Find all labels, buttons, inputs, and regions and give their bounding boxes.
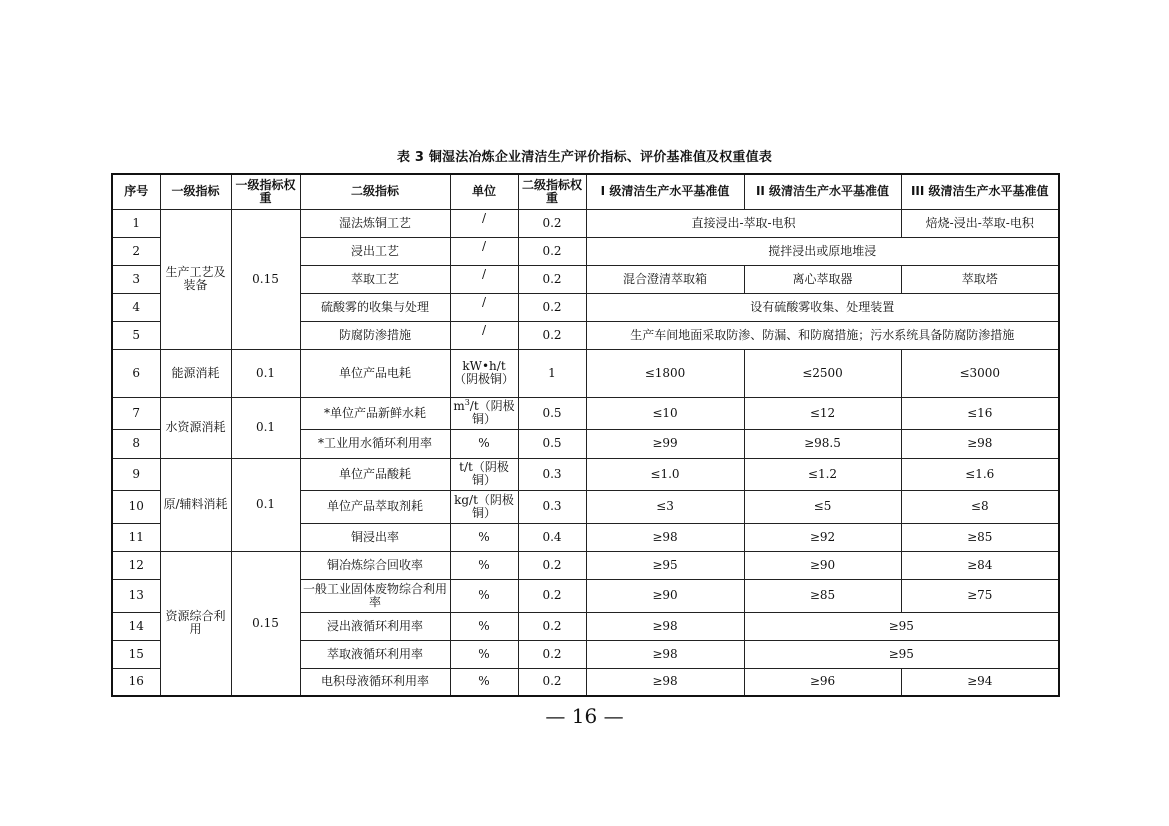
value-cell: ≥98.5: [744, 429, 901, 458]
value-cell: ≥99: [586, 429, 744, 458]
weight-cell: 0.2: [518, 579, 586, 612]
unit-text: /: [481, 238, 487, 253]
seq-cell: 1: [112, 209, 160, 237]
header-seq: 序号: [112, 174, 160, 209]
indicator-cell: 防腐防渗措施: [300, 321, 450, 349]
group-weight-cell: 0.1: [231, 458, 300, 551]
unit-text: m: [453, 399, 465, 413]
seq-cell: 13: [112, 579, 160, 612]
value-cell: ≥95: [744, 640, 1059, 668]
indicator-cell: 浸出工艺: [300, 237, 450, 265]
unit-cell: %: [450, 612, 518, 640]
indicator-cell: 铜浸出率: [300, 523, 450, 551]
header-level2: 二级指标: [300, 174, 450, 209]
group-name-cell: 能源消耗: [160, 349, 231, 397]
header-grade3: III 级清洁生产水平基准值: [901, 174, 1059, 209]
seq-cell: 7: [112, 397, 160, 429]
indicator-cell: 湿法炼铜工艺: [300, 209, 450, 237]
weight-cell: 0.2: [518, 265, 586, 293]
weight-cell: 0.3: [518, 490, 586, 523]
page-number: — 16 —: [545, 704, 624, 728]
unit-cell: %: [450, 579, 518, 612]
value-cell: 混合澄清萃取箱: [586, 265, 744, 293]
header-level2-weight: 二级指标权重: [518, 174, 586, 209]
value-cell: ≥98: [586, 668, 744, 696]
indicator-cell: 硫酸雾的收集与处理: [300, 293, 450, 321]
unit-cell: kg/t（阴极铜）: [450, 490, 518, 523]
seq-cell: 3: [112, 265, 160, 293]
seq-cell: 11: [112, 523, 160, 551]
value-cell: ≤12: [744, 397, 901, 429]
unit-cell: [450, 397, 518, 429]
weight-cell: 0.2: [518, 293, 586, 321]
value-cell: ≥95: [586, 551, 744, 579]
value-cell: ≥85: [744, 579, 901, 612]
unit-cell: [450, 209, 518, 237]
value-cell: ≥96: [744, 668, 901, 696]
weight-cell: 0.5: [518, 397, 586, 429]
weight-cell: 0.2: [518, 668, 586, 696]
unit-cell: %: [450, 668, 518, 696]
value-cell: 焙烧-浸出-萃取-电积: [901, 209, 1059, 237]
unit-cell: %: [450, 429, 518, 458]
indicator-cell: *工业用水循环利用率: [300, 429, 450, 458]
value-cell: ≥98: [901, 429, 1059, 458]
unit-text: /: [481, 322, 487, 337]
seq-cell: 12: [112, 551, 160, 579]
indicator-cell: 单位产品酸耗: [300, 458, 450, 490]
weight-cell: 0.2: [518, 209, 586, 237]
value-cell: 生产车间地面采取防渗、防漏、和防腐措施；污水系统具备防腐防渗措施: [586, 321, 1059, 349]
weight-cell: 0.2: [518, 551, 586, 579]
value-cell: 离心萃取器: [744, 265, 901, 293]
unit-cell: [450, 321, 518, 349]
table-row: [112, 397, 1059, 429]
group-name-cell: 生产工艺及装备: [160, 209, 231, 349]
value-cell: ≤10: [586, 397, 744, 429]
weight-cell: 0.2: [518, 612, 586, 640]
table-row: [112, 551, 1059, 579]
value-cell: 设有硫酸雾收集、处理装置: [586, 293, 1059, 321]
indicator-cell: 铜冶炼综合回收率: [300, 551, 450, 579]
unit-text: /: [481, 210, 487, 225]
indicator-cell: 浸出液循环利用率: [300, 612, 450, 640]
indicator-cell: 萃取液循环利用率: [300, 640, 450, 668]
header-level1-weight: 一级指标权重: [231, 174, 300, 209]
unit-text: /: [481, 294, 487, 309]
unit-cell: [450, 293, 518, 321]
value-cell: ≤5: [744, 490, 901, 523]
value-cell: ≤1.2: [744, 458, 901, 490]
indicator-cell: 单位产品萃取剂耗: [300, 490, 450, 523]
value-cell: ≥90: [744, 551, 901, 579]
seq-cell: 5: [112, 321, 160, 349]
seq-cell: 10: [112, 490, 160, 523]
value-cell: ≤16: [901, 397, 1059, 429]
seq-cell: 16: [112, 668, 160, 696]
unit-cell: %: [450, 551, 518, 579]
seq-cell: 9: [112, 458, 160, 490]
unit-cell: t/t（阴极铜）: [450, 458, 518, 490]
table-title: 表 3 铜湿法冶炼企业清洁生产评价指标、评价基准值及权重值表: [396, 150, 773, 165]
value-cell: ≥90: [586, 579, 744, 612]
group-weight-cell: 0.1: [231, 349, 300, 397]
indicator-cell: 萃取工艺: [300, 265, 450, 293]
unit-cell: kW•h/t（阴极铜）: [450, 349, 518, 397]
evaluation-table: [111, 173, 1060, 697]
unit-cell: [450, 237, 518, 265]
header-unit: 单位: [450, 174, 518, 209]
value-cell: 搅拌浸出或原地堆浸: [586, 237, 1059, 265]
weight-cell: 0.2: [518, 237, 586, 265]
group-name-cell: 资源综合利用: [160, 551, 231, 696]
unit-cell: [450, 265, 518, 293]
value-cell: ≤1.0: [586, 458, 744, 490]
value-cell: 萃取塔: [901, 265, 1059, 293]
seq-cell: 6: [112, 349, 160, 397]
group-name-cell: 水资源消耗: [160, 397, 231, 458]
header-level1: 一级指标: [160, 174, 231, 209]
value-cell: ≥84: [901, 551, 1059, 579]
table-row: [112, 209, 1059, 237]
value-cell: ≥75: [901, 579, 1059, 612]
seq-cell: 4: [112, 293, 160, 321]
value-cell: ≤8: [901, 490, 1059, 523]
value-cell: ≤1.6: [901, 458, 1059, 490]
weight-cell: 0.5: [518, 429, 586, 458]
unit-cell: %: [450, 640, 518, 668]
table-row: [112, 349, 1059, 397]
value-cell: ≥94: [901, 668, 1059, 696]
indicator-cell: 电积母液循环利用率: [300, 668, 450, 696]
header-grade2: II 级清洁生产水平基准值: [744, 174, 901, 209]
indicator-cell: 单位产品电耗: [300, 349, 450, 397]
value-cell: ≥98: [586, 640, 744, 668]
value-cell: ≥85: [901, 523, 1059, 551]
seq-cell: 15: [112, 640, 160, 668]
unit-text: /t（阴极铜）: [469, 399, 515, 426]
header-grade1: I 级清洁生产水平基准值: [586, 174, 744, 209]
indicator-cell: 一般工业固体废物综合利用率: [300, 579, 450, 612]
value-cell: ≥98: [586, 523, 744, 551]
unit-text: /: [481, 266, 487, 281]
unit-cell: %: [450, 523, 518, 551]
weight-cell: 0.4: [518, 523, 586, 551]
group-name-cell: 原/辅料消耗: [160, 458, 231, 551]
weight-cell: 0.3: [518, 458, 586, 490]
group-weight-cell: 0.1: [231, 397, 300, 458]
seq-cell: 8: [112, 429, 160, 458]
seq-cell: 2: [112, 237, 160, 265]
weight-cell: 0.2: [518, 321, 586, 349]
value-cell: ≤2500: [744, 349, 901, 397]
value-cell: ≤1800: [586, 349, 744, 397]
value-cell: ≤3: [586, 490, 744, 523]
value-cell: ≥95: [744, 612, 1059, 640]
group-weight-cell: 0.15: [231, 551, 300, 696]
unit-superscript: 3: [464, 398, 470, 407]
value-cell: ≥98: [586, 612, 744, 640]
value-cell: ≥92: [744, 523, 901, 551]
weight-cell: 1: [518, 349, 586, 397]
value-cell: 直接浸出-萃取-电积: [586, 209, 901, 237]
indicator-cell: *单位产品新鲜水耗: [300, 397, 450, 429]
group-weight-cell: 0.15: [231, 209, 300, 349]
seq-cell: 14: [112, 612, 160, 640]
header-row: [112, 174, 1059, 209]
value-cell: ≤3000: [901, 349, 1059, 397]
weight-cell: 0.2: [518, 640, 586, 668]
table-row: [112, 458, 1059, 490]
